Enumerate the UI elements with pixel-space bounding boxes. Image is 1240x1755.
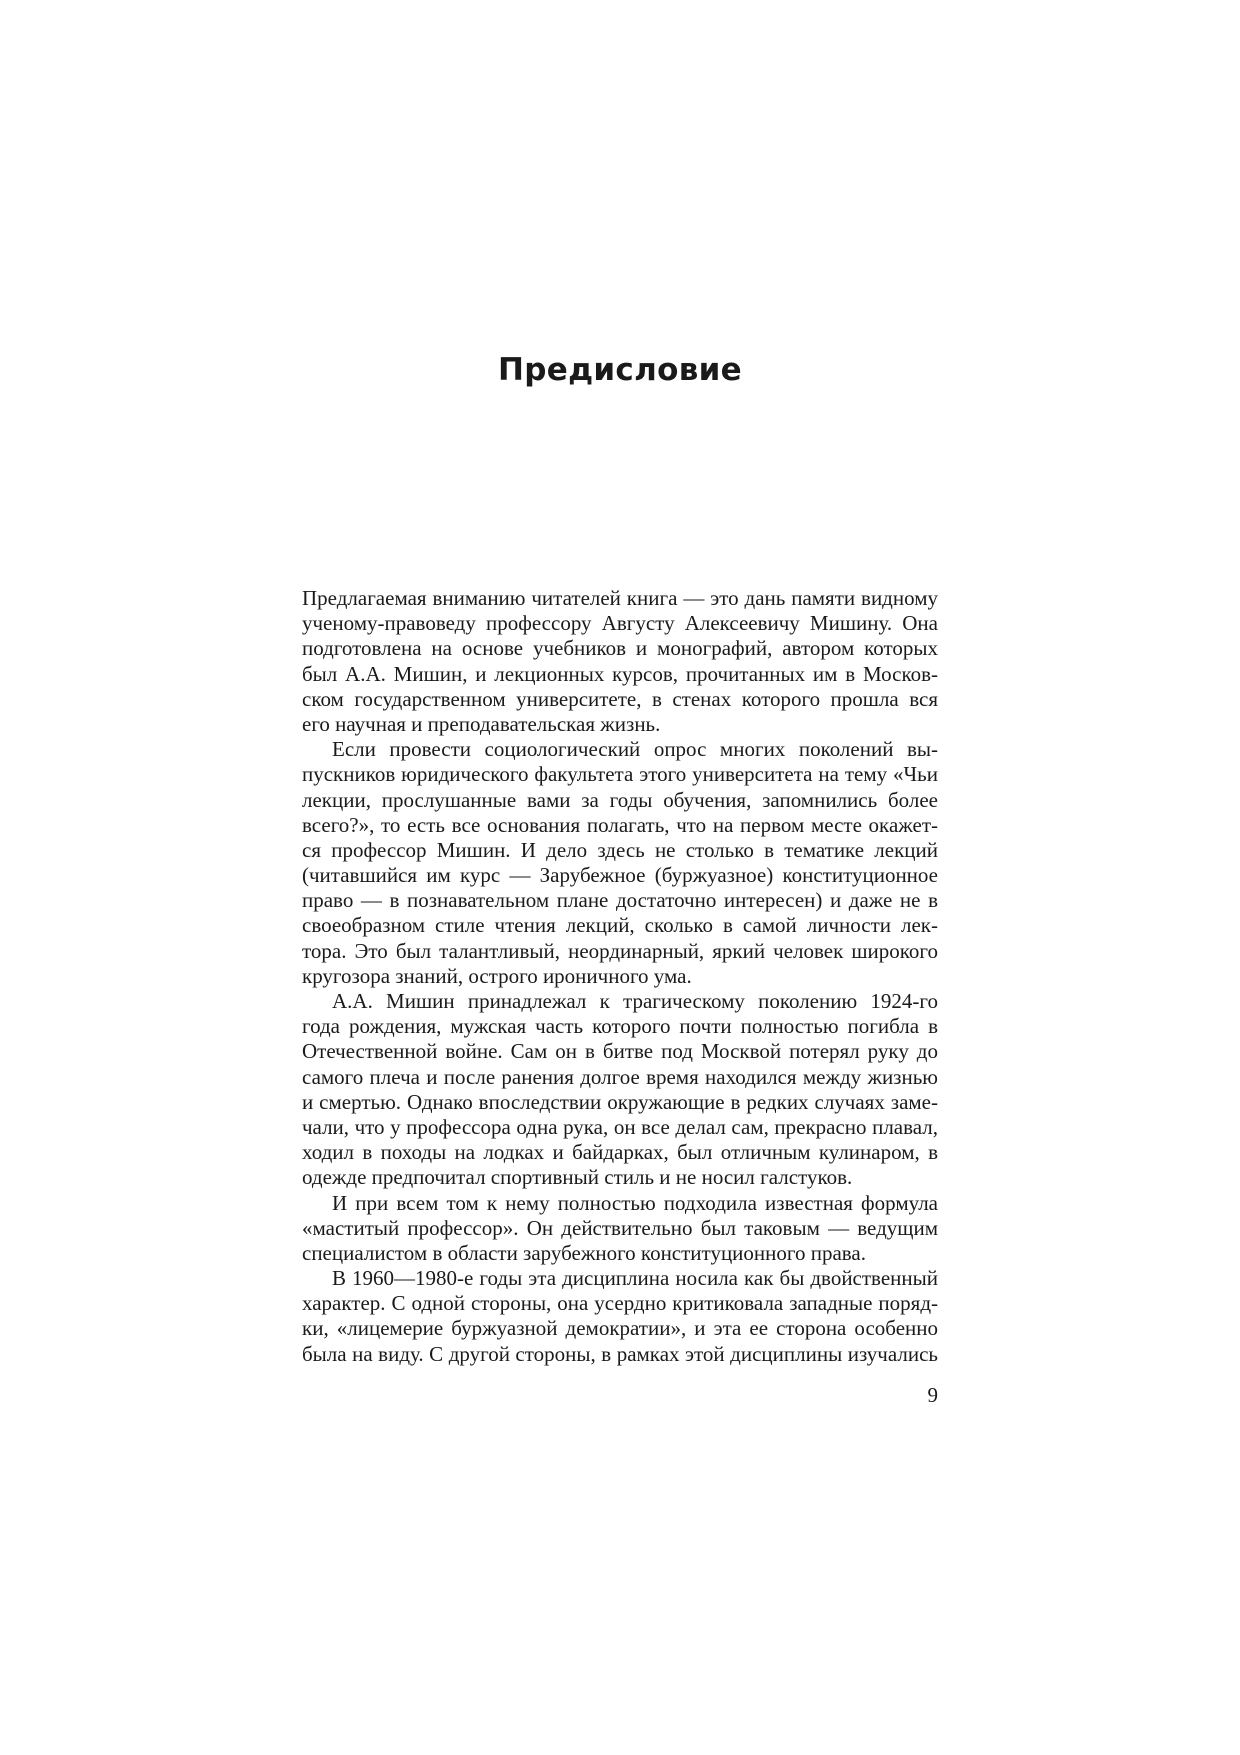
text-line: чали, что у профессора одна рука, он все делал сам, прекрасно плавал,: [302, 1114, 938, 1139]
text-line: своеобразном стиле чтения лекций, сколько в самой личности лек-: [302, 913, 938, 938]
body-text: [302, 586, 938, 1367]
paragraph: [302, 586, 938, 737]
text-line: самого плеча и после ранения долгое время находился между жизнью: [302, 1064, 938, 1089]
text-line: была на виду. С другой стороны, в рамках этой дисциплины изучались: [302, 1341, 938, 1366]
text-line: ученому-правоведу профессору Августу Алексеевичу Мишину. Она: [302, 611, 938, 636]
text-line: ском государственном университете, в стенах которого прошла вся: [302, 686, 938, 711]
text-line: ся профессор Мишин. И дело здесь не столько в тематике лекций: [302, 837, 938, 862]
page-number: 9: [927, 1383, 938, 1407]
paragraph: [302, 989, 938, 1191]
text-line: «маститый профессор». Он действительно был таковым — ведущим: [302, 1215, 938, 1240]
text-line: Предлагаемая вниманию читателей книга — это дань памяти видному: [302, 586, 938, 610]
text-line: одежде предпочитал спортивный стиль и не носил галстуков.: [302, 1165, 853, 1190]
text-line: И при всем том к нему полностью подходила известная формула: [332, 1190, 938, 1215]
text-line: подготовлена на основе учебников и монографий, автором которых: [302, 636, 938, 661]
text-line: Если провести социологический опрос многих поколений вы-: [332, 737, 938, 762]
text-line: А.А. Мишин принадлежал к трагическому поколению 1924-го: [332, 989, 938, 1013]
text-line: право — в познавательном плане достаточно интересен) и даже не в: [302, 888, 938, 913]
text-line: ки, «лицемерие буржуазной демократии», и эта ее сторона особенно: [302, 1316, 938, 1341]
page-title: Предисловие: [498, 352, 742, 388]
text-line: был А.А. Мишин, и лекционных курсов, прочитанных им в Москов-: [302, 661, 938, 686]
text-line: специалистом в области зарубежного конституционного права.: [302, 1240, 867, 1265]
text-line: ходил в походы на лодках и байдарках, был отличным кулинаром, в: [302, 1140, 938, 1165]
text-line: его научная и преподавательская жизнь.: [302, 711, 661, 736]
text-line: и смертью. Однако впоследствии окружающие в редких случаях заме-: [302, 1089, 938, 1114]
text-line: (читавшийся им курс — Зарубежное (буржуазное) конституционное: [302, 863, 938, 888]
text-line: Отечественной войне. Сам он в битве под Москвой потерял руку до: [302, 1039, 938, 1064]
text-line: года рождения, мужская часть которого почти полностью погибла в: [302, 1014, 938, 1039]
text-line: всего?», то есть все основания полагать, что на первом месте окажет-: [302, 812, 938, 837]
paragraph: [302, 1191, 938, 1267]
text-line: лекции, прослушанные вами за годы обучения, запомнились более: [302, 787, 938, 812]
text-line: кругозора знаний, острого ироничного ума.: [302, 963, 692, 988]
text-line: тора. Это был талантливый, неординарный, яркий человек широкого: [302, 938, 938, 963]
text-line: В 1960—1980-е годы эта дисциплина носила как бы двойственный: [332, 1266, 938, 1291]
paragraph: [302, 1266, 938, 1367]
text-line: пускников юридического факультета этого университета на тему «Чьи: [302, 762, 938, 787]
text-line: характер. С одной стороны, она усердно критиковала западные поряд-: [302, 1291, 938, 1316]
paragraph: [302, 737, 938, 989]
